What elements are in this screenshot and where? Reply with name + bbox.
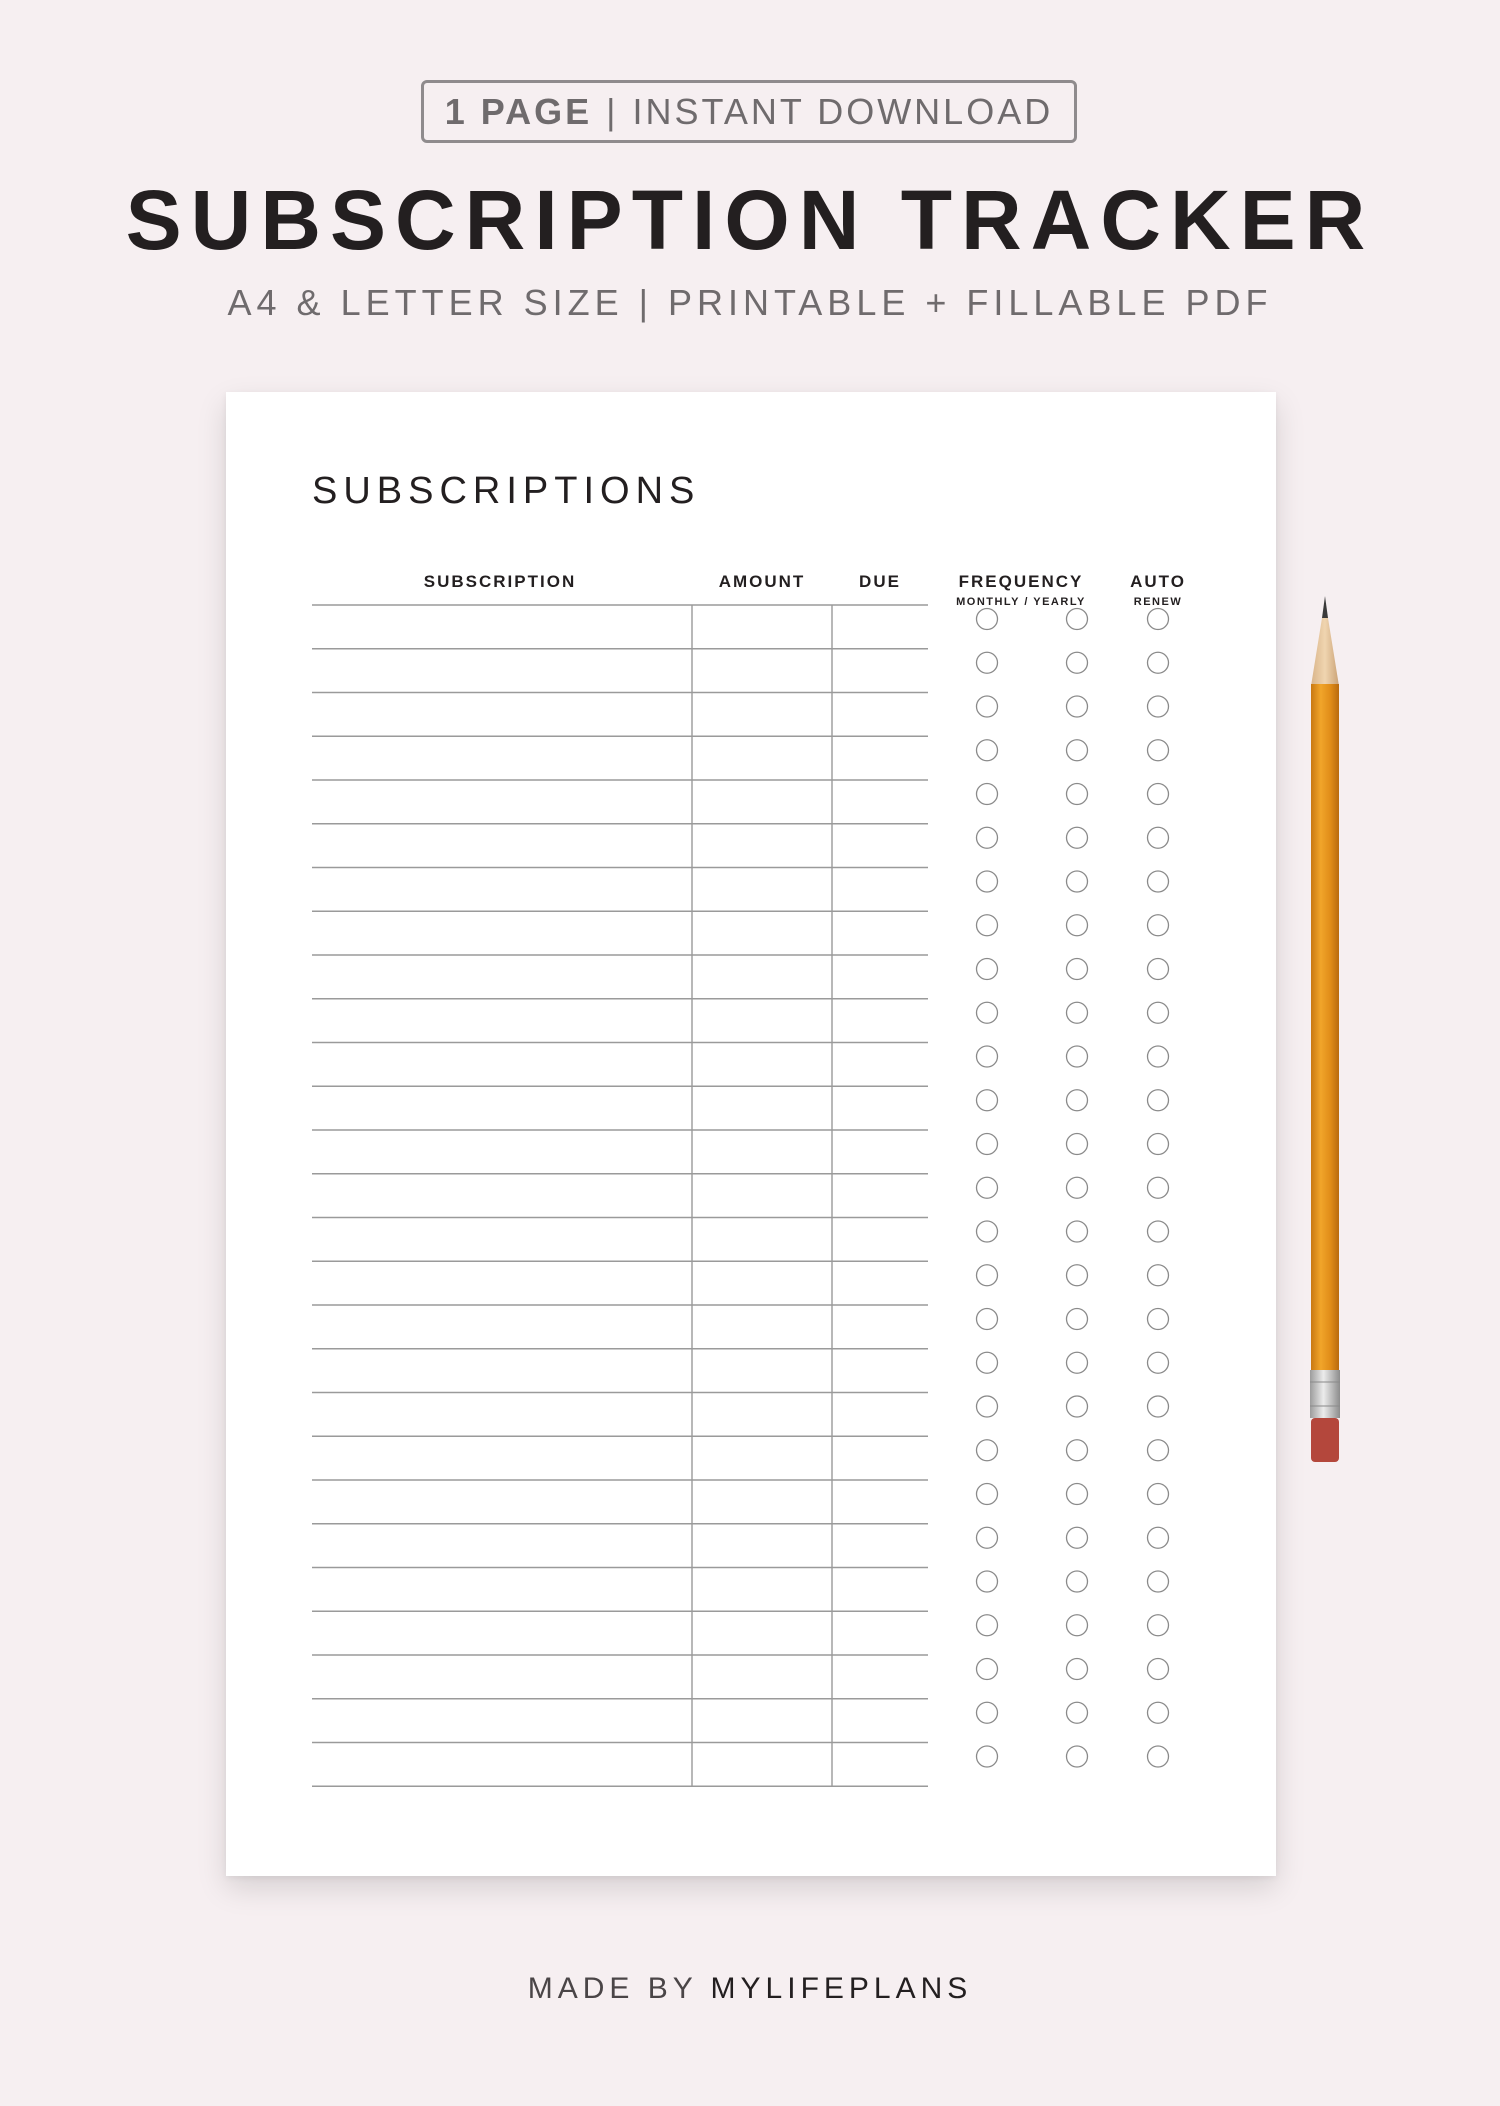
yearly-radio[interactable]: [1067, 1659, 1088, 1680]
column-header-subscription: SUBSCRIPTION: [423, 572, 577, 591]
monthly-radio[interactable]: [977, 1396, 998, 1417]
monthly-radio[interactable]: [977, 1440, 998, 1461]
column-header-amount: AMOUNT: [718, 572, 806, 591]
footer-credit: [0, 1972, 1500, 2006]
footer-made-by: MADE BY: [527, 1972, 698, 2005]
monthly-radio[interactable]: [977, 1177, 998, 1198]
frequency-options-label: MONTHLY / YEARLY: [956, 596, 1086, 608]
auto-renew-radio[interactable]: [1148, 827, 1169, 848]
auto-renew-radio[interactable]: [1148, 740, 1169, 761]
yearly-radio[interactable]: [1067, 1615, 1088, 1636]
yearly-radio[interactable]: [1067, 915, 1088, 936]
column-header-frequency: FREQUENCY: [958, 572, 1084, 591]
instant-download-badge: [421, 80, 1077, 143]
monthly-radio[interactable]: [977, 1221, 998, 1242]
auto-renew-radio[interactable]: [1148, 1002, 1169, 1023]
yearly-radio[interactable]: [1067, 609, 1088, 630]
yearly-radio[interactable]: [1067, 1484, 1088, 1505]
auto-renew-radio[interactable]: [1148, 915, 1169, 936]
yearly-radio[interactable]: [1067, 1265, 1088, 1286]
monthly-radio[interactable]: [977, 1702, 998, 1723]
monthly-radio[interactable]: [977, 959, 998, 980]
monthly-radio[interactable]: [977, 871, 998, 892]
monthly-radio[interactable]: [977, 784, 998, 805]
auto-renew-radio[interactable]: [1148, 696, 1169, 717]
auto-renew-radio[interactable]: [1148, 609, 1169, 630]
auto-renew-radio[interactable]: [1148, 1352, 1169, 1373]
auto-renew-radio[interactable]: [1148, 1309, 1169, 1330]
yearly-radio[interactable]: [1067, 1571, 1088, 1592]
auto-renew-radio[interactable]: [1148, 652, 1169, 673]
monthly-radio[interactable]: [977, 609, 998, 630]
pencil-image: [1303, 596, 1347, 1470]
auto-renew-radio[interactable]: [1148, 1265, 1169, 1286]
monthly-radio[interactable]: [977, 1571, 998, 1592]
auto-renew-radio[interactable]: [1148, 1396, 1169, 1417]
auto-renew-radio[interactable]: [1148, 1746, 1169, 1767]
monthly-radio[interactable]: [977, 1659, 998, 1680]
auto-renew-radio[interactable]: [1148, 1134, 1169, 1155]
monthly-radio[interactable]: [977, 1352, 998, 1373]
yearly-radio[interactable]: [1067, 871, 1088, 892]
monthly-radio[interactable]: [977, 1615, 998, 1636]
yearly-radio[interactable]: [1067, 1002, 1088, 1023]
badge-download-label: INSTANT DOWNLOAD: [632, 90, 1054, 132]
auto-renew-radio[interactable]: [1148, 1659, 1169, 1680]
monthly-radio[interactable]: [977, 1090, 998, 1111]
monthly-radio[interactable]: [977, 740, 998, 761]
pencil-body: [1311, 684, 1339, 1370]
yearly-radio[interactable]: [1067, 1746, 1088, 1767]
yearly-radio[interactable]: [1067, 1309, 1088, 1330]
pencil-wood-tip: [1311, 618, 1339, 686]
yearly-radio[interactable]: [1067, 740, 1088, 761]
sheet-title: SUBSCRIPTIONS: [312, 470, 701, 512]
yearly-radio[interactable]: [1067, 784, 1088, 805]
monthly-radio[interactable]: [977, 1265, 998, 1286]
pencil-eraser: [1311, 1418, 1339, 1462]
auto-renew-radio[interactable]: [1148, 1484, 1169, 1505]
yearly-radio[interactable]: [1067, 1177, 1088, 1198]
page-subtitle: A4 & LETTER SIZE | PRINTABLE + FILLABLE PDF: [227, 282, 1273, 323]
page-title: SUBSCRIPTION TRACKER: [125, 173, 1375, 267]
auto-renew-radio[interactable]: [1148, 1571, 1169, 1592]
yearly-radio[interactable]: [1067, 1527, 1088, 1548]
yearly-radio[interactable]: [1067, 1702, 1088, 1723]
monthly-radio[interactable]: [977, 1746, 998, 1767]
pencil-ferrule: [1310, 1370, 1340, 1418]
yearly-radio[interactable]: [1067, 827, 1088, 848]
tracker-table: [226, 392, 1276, 1876]
yearly-radio[interactable]: [1067, 959, 1088, 980]
yearly-radio[interactable]: [1067, 1396, 1088, 1417]
monthly-radio[interactable]: [977, 652, 998, 673]
monthly-radio[interactable]: [977, 696, 998, 717]
badge-page-count: 1 PAGE: [444, 90, 593, 132]
auto-renew-label: RENEW: [1133, 596, 1183, 608]
auto-renew-radio[interactable]: [1148, 959, 1169, 980]
monthly-radio[interactable]: [977, 1527, 998, 1548]
auto-renew-radio[interactable]: [1148, 1615, 1169, 1636]
auto-renew-radio[interactable]: [1148, 871, 1169, 892]
auto-renew-radio[interactable]: [1148, 1046, 1169, 1067]
printable-sheet: [226, 392, 1276, 1876]
monthly-radio[interactable]: [977, 1002, 998, 1023]
yearly-radio[interactable]: [1067, 652, 1088, 673]
monthly-radio[interactable]: [977, 1134, 998, 1155]
yearly-radio[interactable]: [1067, 696, 1088, 717]
monthly-radio[interactable]: [977, 827, 998, 848]
monthly-radio[interactable]: [977, 1484, 998, 1505]
yearly-radio[interactable]: [1067, 1134, 1088, 1155]
auto-renew-radio[interactable]: [1148, 1221, 1169, 1242]
yearly-radio[interactable]: [1067, 1221, 1088, 1242]
monthly-radio[interactable]: [977, 915, 998, 936]
pencil-lead: [1322, 596, 1328, 618]
auto-renew-radio[interactable]: [1148, 1527, 1169, 1548]
monthly-radio[interactable]: [977, 1309, 998, 1330]
auto-renew-radio[interactable]: [1148, 1090, 1169, 1111]
column-header-due: DUE: [859, 572, 901, 591]
auto-renew-radio[interactable]: [1148, 1177, 1169, 1198]
yearly-radio[interactable]: [1067, 1046, 1088, 1067]
yearly-radio[interactable]: [1067, 1440, 1088, 1461]
footer-brand: MYLIFEPLANS: [710, 1972, 973, 2005]
yearly-radio[interactable]: [1067, 1352, 1088, 1373]
yearly-radio[interactable]: [1067, 1090, 1088, 1111]
badge-separator: |: [606, 90, 619, 132]
auto-renew-radio[interactable]: [1148, 1702, 1169, 1723]
column-header-auto: AUTO: [1130, 572, 1186, 591]
auto-renew-radio[interactable]: [1148, 1440, 1169, 1461]
auto-renew-radio[interactable]: [1148, 784, 1169, 805]
monthly-radio[interactable]: [977, 1046, 998, 1067]
